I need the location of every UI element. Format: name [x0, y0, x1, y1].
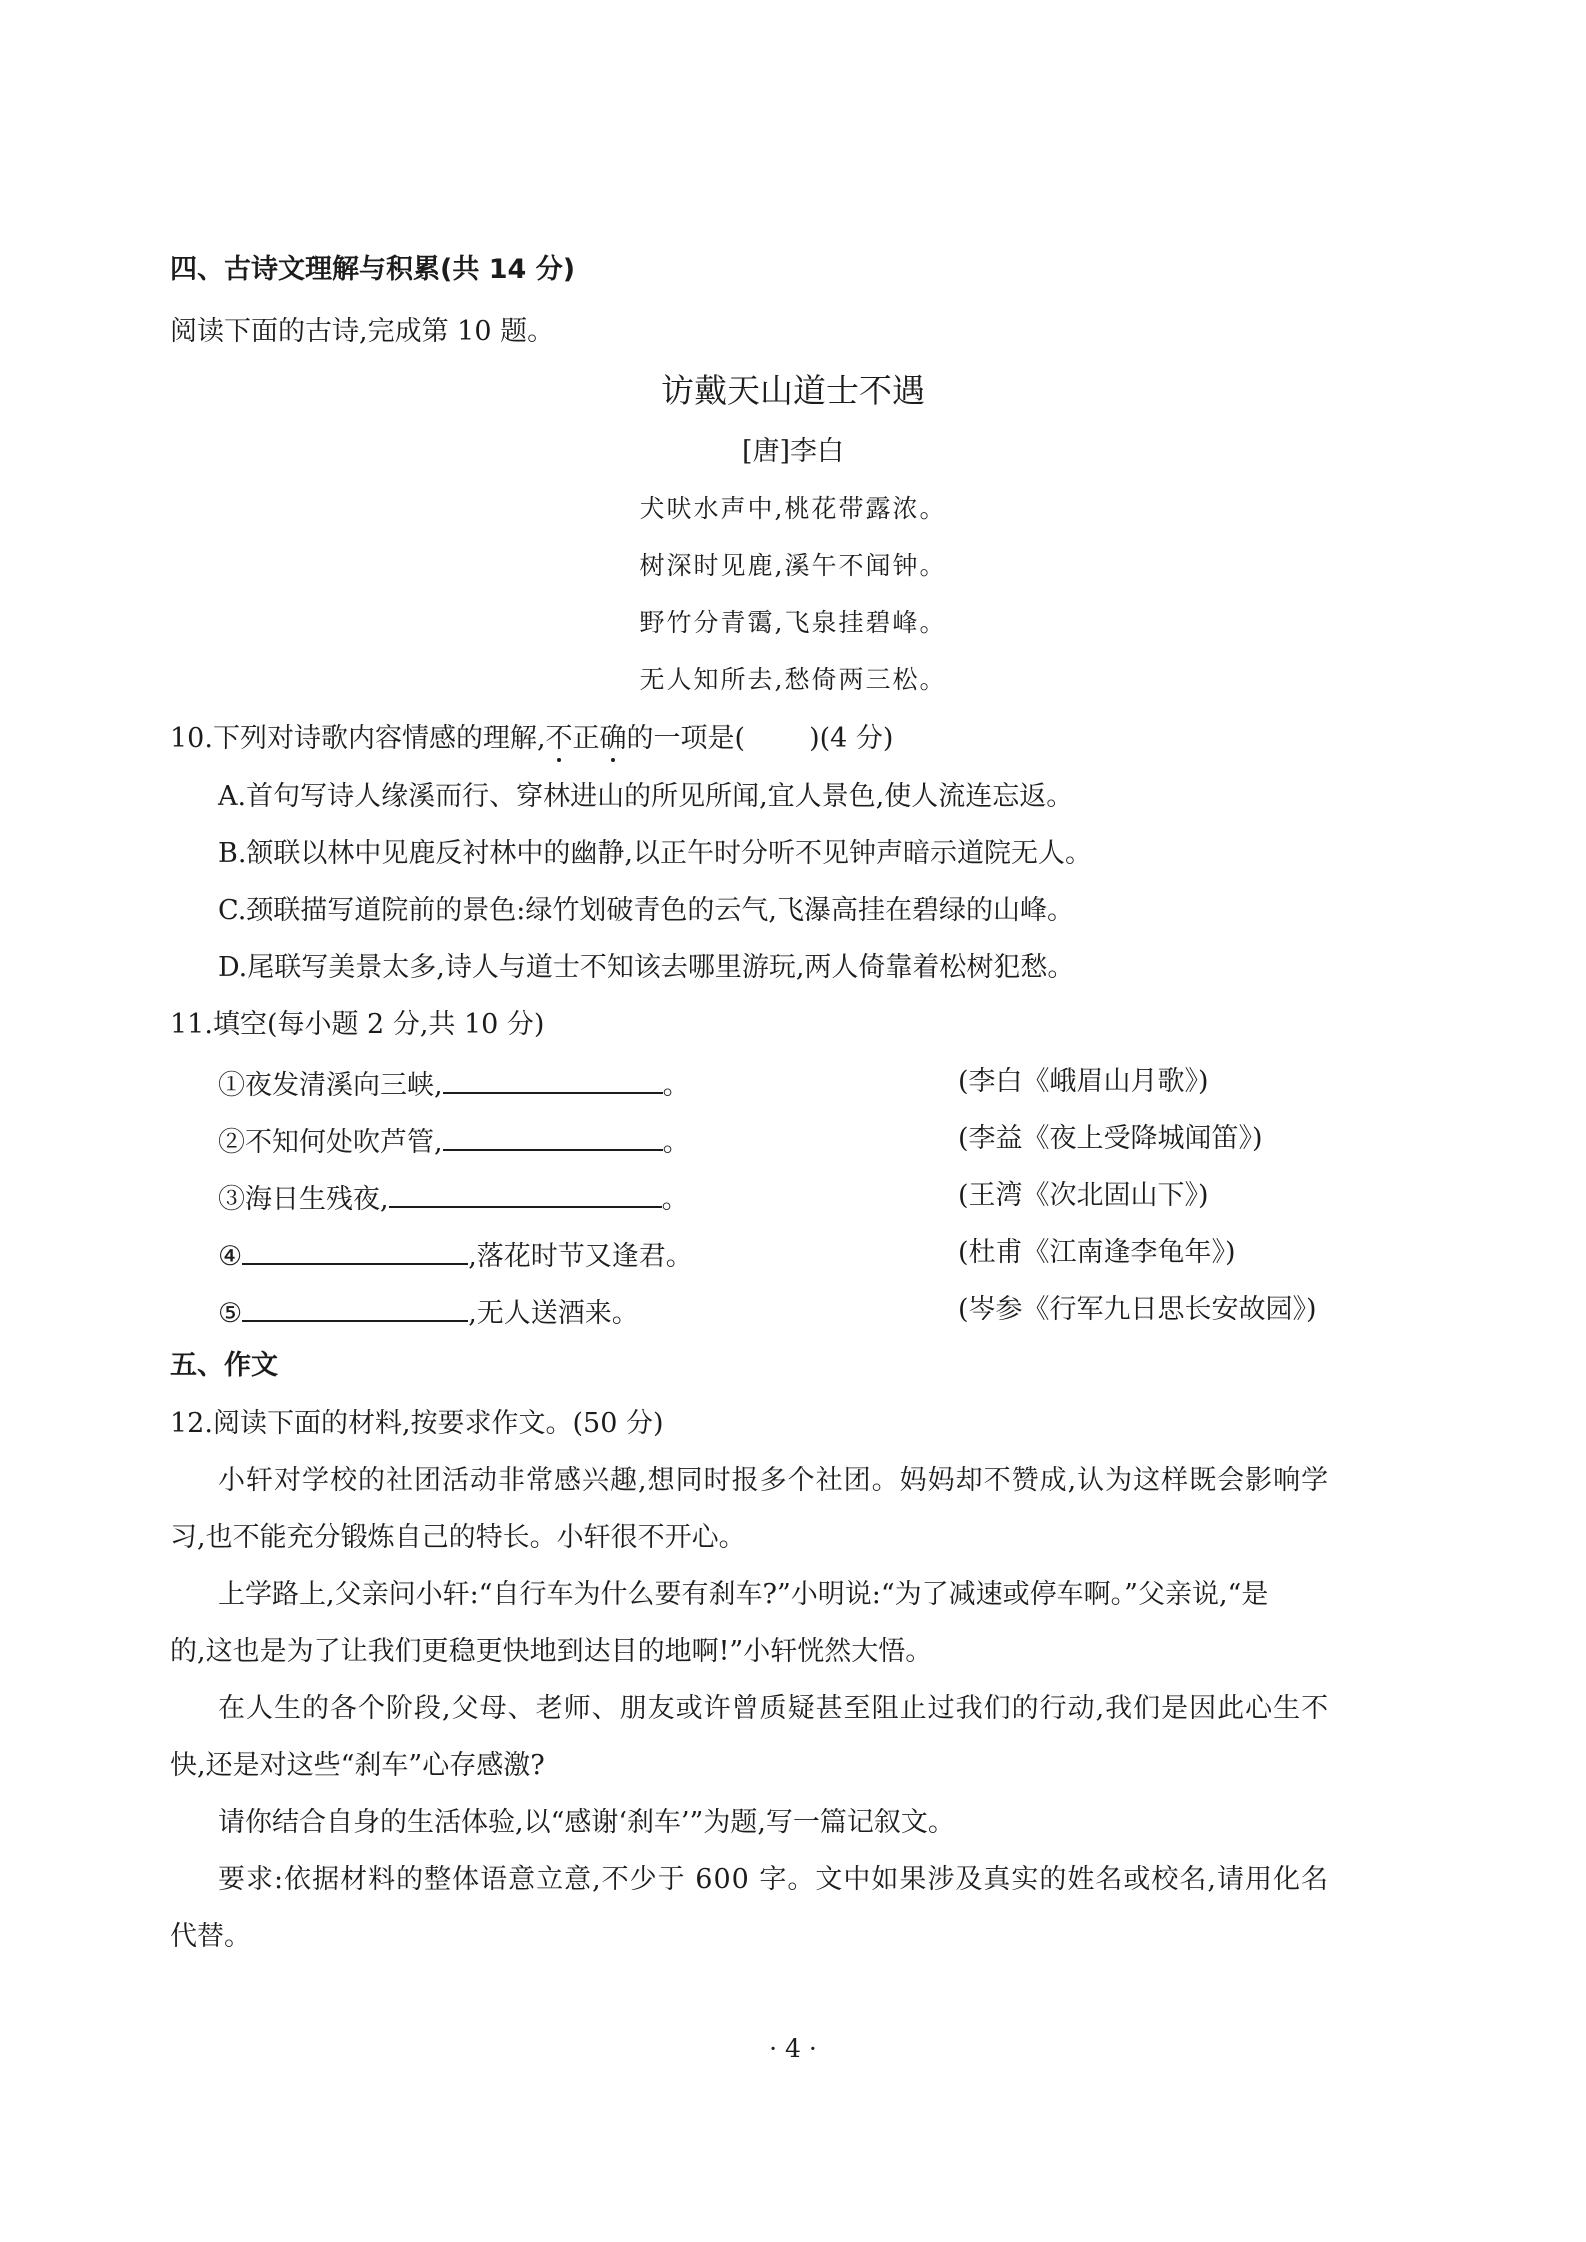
fill-blank — [242, 1296, 468, 1322]
section4-instruction: 阅读下面的古诗,完成第 10 题。 — [170, 316, 555, 347]
q12-material-line: 在人生的各个阶段,父母、老师、朋友或许曾质疑甚至阻止过我们的行动,我们是因此心生不 — [218, 1693, 1330, 1724]
q11-item-5-source: (岑参《行军九日思长安故园》) — [958, 1294, 1317, 1325]
q11-item-prefix: ①夜发清溪向三峡, — [218, 1070, 443, 1101]
q10-stem — [170, 725, 893, 752]
poem-title: 访戴天山道士不遇 — [661, 371, 925, 410]
q11-item-suffix: ,落花时节又逢君。 — [468, 1241, 693, 1272]
q11-item-4 — [218, 1239, 693, 1270]
fill-blank — [389, 1182, 662, 1208]
q10-stem-text: )(4 分) — [809, 723, 894, 754]
q12-material-line: 上学路上,父亲问小轩:“自行车为什么要有刹车?”小明说:“为了减速或停车啊。”父亲说,“是 — [218, 1579, 1269, 1610]
q11-item-suffix: ,无人送酒来。 — [468, 1298, 639, 1329]
q10-stem-text: 的一项是( — [626, 723, 746, 754]
q12-prompt: 请你结合自身的生活体验,以“感谢‘刹车’”为题,写一篇记叙文。 — [218, 1807, 955, 1838]
q10-option-c: C.颈联描写道院前的景色:绿竹划破青色的云气,飞瀑高挂在碧绿的山峰。 — [218, 895, 1074, 926]
q10-stem-text: 10.下列对诗歌内容情感的理解, — [170, 723, 546, 754]
q11-item-2 — [218, 1125, 690, 1156]
q12-requirement: 代替。 — [170, 1921, 251, 1952]
q11-item-suffix: 。 — [662, 1127, 690, 1158]
q10-stem-text: 正 — [572, 723, 600, 754]
q10-option-d: D.尾联写美景太多,诗人与道士不知该去哪里游玩,两人倚靠着松树犯愁。 — [218, 952, 1075, 983]
q11-item-suffix: 。 — [661, 1184, 689, 1215]
poem-line-3: 野竹分青霭,飞泉挂碧峰。 — [639, 608, 947, 637]
fill-blank — [242, 1239, 468, 1265]
fill-blank — [443, 1125, 663, 1151]
q10-option-b: B.颔联以林中见鹿反衬林中的幽静,以正午时分听不见钟声暗示道院无人。 — [218, 838, 1093, 869]
q11-item-prefix: ⑤ — [218, 1298, 243, 1329]
q12-requirement: 要求:依据材料的整体语意立意,不少于 600 字。文中如果涉及真实的姓名或校名,请用化名 — [218, 1864, 1329, 1895]
emphasis-dot-char: 确 — [599, 723, 627, 754]
q10-option-a: A.首句写诗人缘溪而行、穿林进山的所见所闻,宜人景色,使人流连忘返。 — [218, 781, 1074, 812]
emphasis-dot-char: 不 — [545, 723, 573, 754]
poem-line-1: 犬吠水声中,桃花带露浓。 — [639, 494, 947, 523]
q11-item-3-source: (王湾《次北固山下》) — [958, 1180, 1209, 1211]
q12-material-line: 习,也不能充分锻炼自己的特长。小轩很不开心。 — [170, 1522, 746, 1553]
q11-item-suffix: 。 — [662, 1070, 690, 1101]
q11-title: 11.填空(每小题 2 分,共 10 分) — [170, 1009, 545, 1040]
q11-item-1-source: (李白《峨眉山月歌》) — [958, 1066, 1209, 1097]
q11-item-4-source: (杜甫《江南逢李龟年》) — [958, 1237, 1236, 1268]
section4-title: 四、古诗文理解与积累(共 14 分) — [170, 254, 576, 285]
q11-item-3 — [218, 1182, 689, 1213]
q12-title: 12.阅读下面的材料,按要求作文。(50 分) — [170, 1408, 664, 1439]
q12-material-line: 快,还是对这些“刹车”心存感激? — [170, 1750, 545, 1781]
q11-item-2-source: (李益《夜上受降城闻笛》) — [958, 1123, 1263, 1154]
q11-item-prefix: ③海日生残夜, — [218, 1184, 389, 1215]
page-number: · 4 · — [769, 2034, 817, 2063]
q12-material-line: 的,这也是为了让我们更稳更快地到达目的地啊!”小轩恍然大悟。 — [170, 1636, 933, 1667]
q11-item-prefix: ④ — [218, 1241, 243, 1272]
q12-material-line: 小轩对学校的社团活动非常感兴趣,想同时报多个社团。妈妈却不赞成,认为这样既会影响学 — [218, 1465, 1330, 1496]
q11-item-5 — [218, 1296, 639, 1327]
poem-author: [唐]李白 — [741, 436, 845, 467]
section5-title: 五、作文 — [170, 1350, 278, 1381]
poem-line-4: 无人知所去,愁倚两三松。 — [639, 665, 947, 694]
poem-line-2: 树深时见鹿,溪午不闻钟。 — [639, 551, 947, 580]
q11-item-1 — [218, 1068, 690, 1099]
fill-blank — [443, 1068, 663, 1094]
q11-item-prefix: ②不知何处吹芦管, — [218, 1127, 443, 1158]
